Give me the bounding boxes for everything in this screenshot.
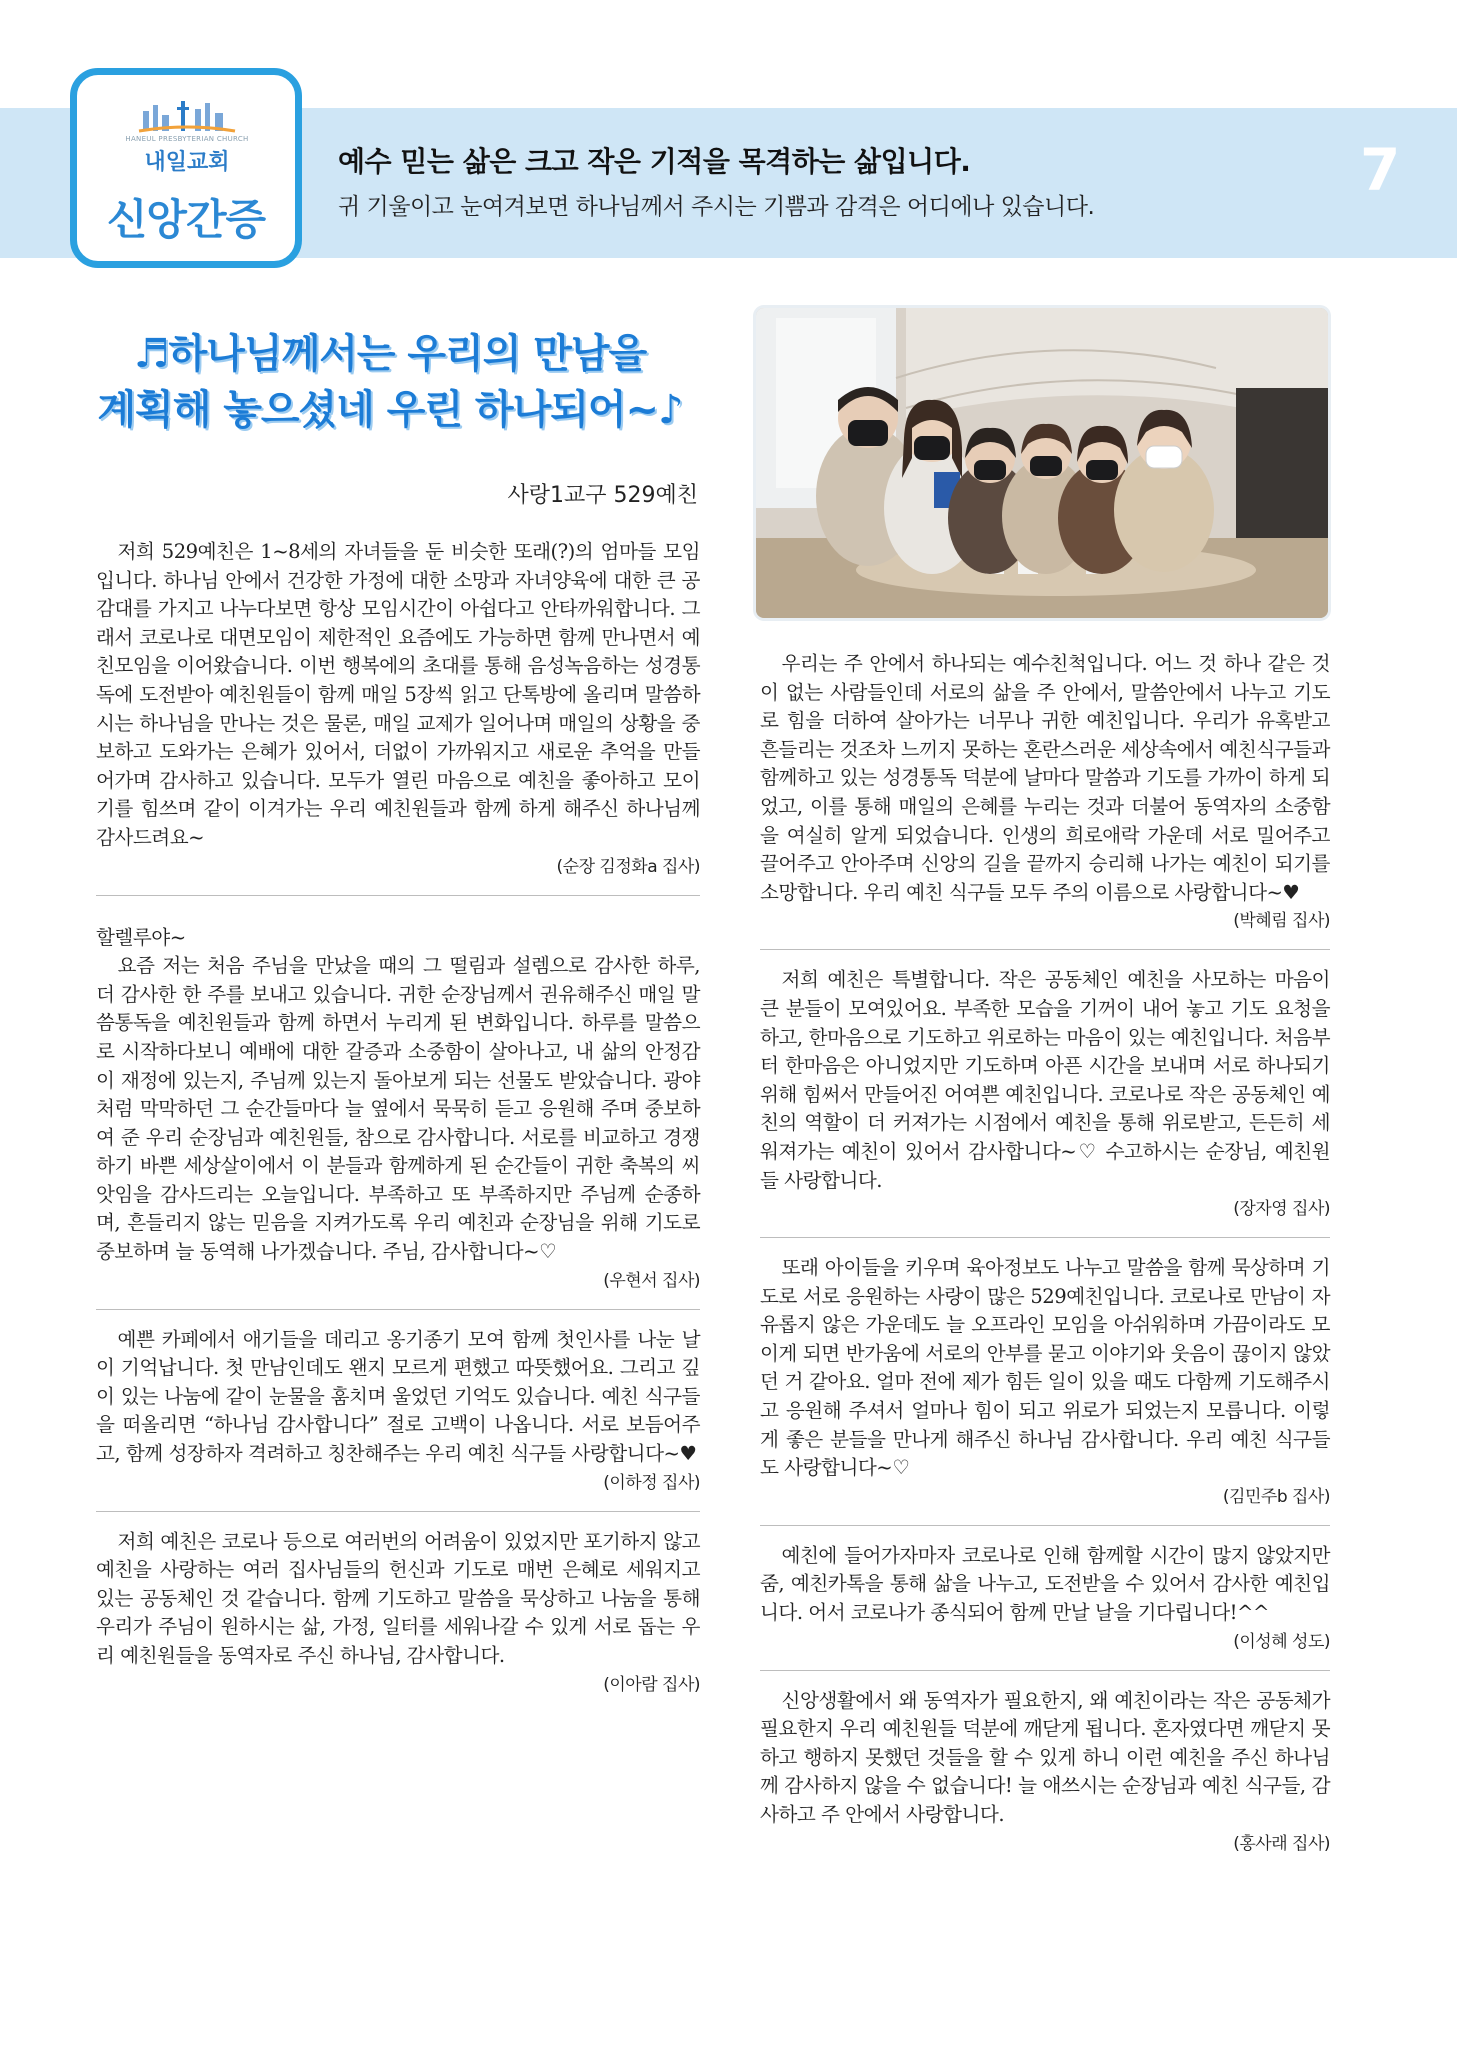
church-name: 내일교회 [144,150,230,175]
testimony-entry [96,924,700,1295]
testimony-entry [96,538,700,881]
entry-divider [96,895,700,896]
left-column [96,538,700,1699]
article-title-line2: 계획해 놓으셨네 우린 하나되어~♪ [97,387,683,433]
page-subheadline: 귀 기울이고 눈여겨보면 하나님께서 주시는 기쁨과 감격은 어디에나 있습니다. [338,194,1095,220]
testimony-paragraph: 또래 아이들을 키우며 육아정보도 나누고 말씀을 함께 묵상하며 기도로 서로 응원하는 사랑이 많은 529예친입니다. 코로나로 만남이 자유롭지 않은 가운데도 늘 오프라인 모임을 아쉬워하며 가끔이라도 모이게 되면 반가움에 서로의 안부를 묻고 이야기와 웃음이 끊이지 않았던 거 같아요. 얼마 전에 제가 힘든 일이 있을 때도 다함께 기도해주시고 응원해 주셔서 얼마나 힘이 되고 위로가 되었는지 모릅니다. 이렇게 좋은 분들을 만나게 해주신 하나님 감사합니다. 우리 예친 식구들도 사랑합니다~♡ [760,1256,1330,1480]
testimony-signature: (우현서 집사) [603,1270,700,1291]
page-headline: 예수 믿는 삶은 크고 작은 기적을 목격하는 삶입니다. [338,145,971,178]
entry-divider [96,1309,700,1310]
testimony-signature: (이하정 집사) [603,1472,700,1493]
testimony-signature: (박혜림 집사) [1233,911,1330,932]
testimony-signature: (순장 김정화a 집사) [556,856,700,877]
testimony-signature: (이성혜 성도) [1233,1631,1330,1652]
article-title-line1: ♬하나님께서는 우리의 만남을 [133,331,647,377]
testimony-signature: (홍사래 집사) [1233,1833,1330,1854]
testimony-entry [96,1528,700,1699]
testimony-entry [760,1254,1330,1511]
logo-subtitle: HANEUL PRESBYTERIAN CHURCH [125,135,249,143]
testimony-paragraph: 요즘 저는 처음 주님을 만났을 때의 그 떨림과 설렘으로 감사한 하루, 더 감사한 한 주를 보내고 있습니다. 귀한 순장님께서 권유해주신 매일 말씀통독을 예친원들과 함께 하면서 누리게 된 변화입니다. 하루를 말씀으로 시작하다보니 예배에 대한 갈증과 소중함이 살아나고, 내 삶의 안정감이 재정에 있는지, 주님께 있는지 돌아보게 되는 선물도 받았습니다. 광야처럼 막막하던 그 순간들마다 늘 옆에서 묵묵히 듣고 응원해 주며 중보하여 준 우리 순장님과 예친원들, 참으로 감사합니다. 서로를 비교하고 경쟁하기 바쁜 세상살이에서 이 분들과 함께하게 된 순간들이 귀한 축복의 씨앗임을 감사드리는 오늘입니다. 부족하고 또 부족하지만 주님께 순종하며, 흔들리지 않는 믿음을 지켜가도록 우리 예친과 순장님을 위해 기도로 중보하며 늘 동역해 나가겠습니다. 주님, 감사합니다~♡ [96,954,700,1264]
church-skyline-icon [135,97,239,135]
testimony-paragraph: 우리는 주 안에서 하나되는 예수친척입니다. 어느 것 하나 같은 것이 없는 사람들인데 서로의 삶을 주 안에서, 말씀안에서 나누고 기도로 힘을 더하여 살아가는 너무나 귀한 예친입니다. 우리가 유혹받고 흔들리는 것조차 느끼지 못하는 혼란스러운 세상속에서 예친식구들과 함께하고 있는 성경통독 덕분에 날마다 말씀과 기도를 가까이 하게 되었고, 이를 통해 매일의 은혜를 누리는 것과 더불어 동역자의 소중함을 여실히 알게 되었습니다. 인생의 희로애락 가운데 서로 밀어주고 끌어주고 안아주며 신앙의 길을 끝까지 승리해 나가는 예친이 되기를 소망합니다. 우리 예친 식구들 모두 주의 이름으로 사랑합니다~♥ [760,652,1330,904]
entry-divider [760,1525,1330,1526]
group-photo [756,308,1328,618]
testimony-entry [760,1542,1330,1656]
testimony-entry [760,966,1330,1223]
testimony-paragraph: 예친에 들어가자마자 코로나로 인해 함께할 시간이 많지 않았지만 줌, 예친카톡을 통해 삶을 나누고, 도전받을 수 있어서 감사한 예친입니다. 어서 코로나가 종식되어 함께 만날 날을 기다립니다!^^ [760,1543,1330,1625]
testimony-entry [96,1326,700,1497]
entry-divider [96,1511,700,1512]
testimony-paragraph: 신앙생활에서 왜 동역자가 필요한지, 왜 예친이라는 작은 공동체가 필요한지 우리 예친원들 덕분에 깨닫게 됩니다. 혼자였다면 깨닫지 못하고 행하지 못했던 것들을 할 수 있게 하니 이런 예친을 주신 하나님께 감사하지 않을 수 없습니다! 늘 애쓰시는 순장님과 예친 식구들, 감사하고 주 안에서 사랑합니다. [760,1688,1330,1826]
section-title: 신앙간증 [106,195,266,244]
entry-divider [760,1670,1330,1671]
testimony-signature: (김민주b 집사) [1222,1486,1330,1507]
testimony-paragraph: 예쁜 카페에서 애기들을 데리고 옹기종기 모여 함께 첫인사를 나눈 날이 기억납니다. 첫 만남인데도 왠지 모르게 편했고 따뜻했어요. 그리고 깊이 있는 나눔에 같이 눈물을 훔치며 울었던 기억도 있습니다. 예친 식구들을 떠올리면 “하나님 감사합니다” 절로 고백이 나옵니다. 서로 보듬어주고, 함께 성장하자 격려하고 칭찬해주는 우리 예친 식구들 사랑합니다~♥ [96,1327,700,1466]
cafe-group-photo-illustration [756,308,1328,618]
testimony-entry [760,650,1330,935]
article-byline: 사랑1교구 529예친 [507,483,698,508]
testimony-signature: (이아람 집사) [603,1674,700,1695]
testimony-paragraph: 저희 529예친은 1~8세의 자녀들을 둔 비슷한 또래(?)의 엄마들 모임입니다. 하나님 안에서 건강한 가정에 대한 소망과 자녀양육에 대한 큰 공감대를 가지고 나누다보면 항상 모임시간이 아쉽다고 안타까워합니다. 그래서 코로나로 대면모임이 제한적인 요즘에도 가능하면 함께 만나면서 예친모임을 이어왔습니다. 이번 행복에의 초대를 통해 음성녹음하는 성경통독에 도전받아 예친원들이 함께 매일 5장씩 읽고 단톡방에 올리며 말씀하시는 하나님을 만나는 것은 물론, 매일 교제가 일어나며 매일의 상황을 중보하고 도와가는 은혜가 있어서, 더없이 가까워지고 새로운 추억을 만들어가며 감사하고 있습니다. 모두가 열린 마음으로 예친을 좋아하고 모이기를 힘쓰며 같이 이겨가는 우리 예친원들과 함께 하게 해주신 하나님께 감사드려요~ [96,540,700,849]
entry-divider [760,949,1330,950]
testimony-signature: (장자영 집사) [1233,1199,1330,1220]
testimony-paragraph: 저희 예친은 특별합니다. 작은 공동체인 예친을 사모하는 마음이 큰 분들이 모여있어요. 부족한 모습을 기꺼이 내어 놓고 기도 요청을 하고, 한마음으로 기도하고 위로하는 마음이 있는 예친입니다. 처음부터 한마음은 아니었지만 기도하며 아픈 시간을 보내며 서로 하나되기 위해 힘써서 만들어진 어여쁜 예친입니다. 코로나로 작은 공동체인 예친의 역할이 더 커져가는 시점에서 예친을 통해 위로받고, 든든히 세워져가는 예친이 있어서 감사합니다~♡ 수고하시는 순장님, 예친원들 사랑합니다. [760,968,1330,1192]
entry-divider [760,1237,1330,1238]
right-column [760,650,1330,1858]
testimony-entry [760,1687,1330,1858]
testimony-greeting: 할렐루야~ [96,925,186,949]
church-logo-badge [70,68,302,268]
testimony-paragraph: 저희 예친은 코로나 등으로 여러번의 어려움이 있었지만 포기하지 않고 예친을 사랑하는 여러 집사님들의 헌신과 기도로 매번 은혜로 세워지고 있는 공동체인 것 같습니다. 함께 기도하고 말씀을 묵상하고 나눔을 통해 우리가 주님이 원하시는 삶, 가정, 일터를 세워나갈 수 있게 서로 돕는 우리 예친원들을 동역자로 주신 하나님, 감사합니다. [96,1529,700,1667]
page-number: 7 [1360,136,1401,204]
